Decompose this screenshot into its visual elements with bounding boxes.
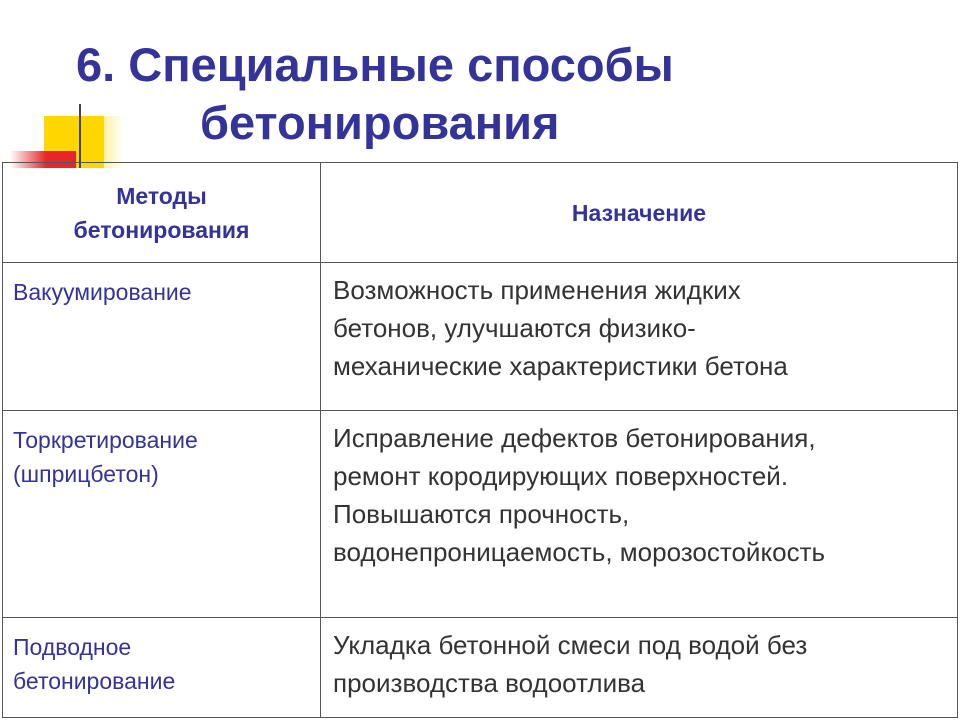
header-purpose-label: Назначение	[571, 199, 707, 226]
purpose-description: Возможность применения жидких бетонов, улучшаются физико- механические характеристики бетона	[333, 275, 788, 381]
table-row	[3, 617, 958, 717]
method-name: Подводное бетонирование	[13, 633, 176, 694]
header-methods	[3, 163, 321, 263]
purpose-cell	[321, 263, 958, 411]
purpose-cell	[321, 411, 958, 617]
table-row	[3, 411, 958, 617]
header-methods-label: Методы бетонирования	[73, 182, 250, 243]
table-row	[3, 263, 958, 411]
slide-title	[0, 36, 960, 152]
method-cell	[3, 411, 321, 617]
slide-title-line-2: бетонирования	[200, 96, 560, 149]
concreting-methods-table	[2, 162, 958, 718]
method-cell	[3, 617, 321, 717]
method-name: Вакуумирование	[13, 279, 192, 305]
table-header-row	[3, 163, 958, 263]
purpose-description: Исправление дефектов бетонирования, ремонт кородирующих поверхностей. Повышаются прочность, водонепроницаемость, морозостойкость	[333, 423, 826, 568]
method-name: Торкретирование (шприцбетон)	[13, 427, 198, 488]
header-purpose	[321, 163, 958, 263]
method-cell	[3, 263, 321, 411]
slide-title-line-1: 6. Специальные способы	[76, 38, 674, 91]
purpose-description: Укладка бетонной смеси под водой без производства водоотлива	[333, 629, 808, 698]
purpose-cell	[321, 617, 958, 717]
